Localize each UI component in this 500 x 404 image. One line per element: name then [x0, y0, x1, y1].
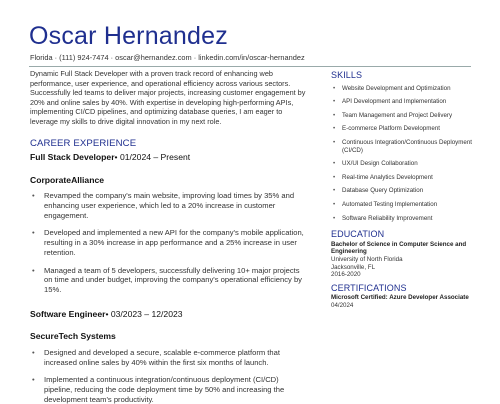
experience-heading: CAREER EXPERIENCE: [30, 137, 137, 149]
job-bullet: • Revamped the company's main website, improving load times by 35% and enhancing user experience, which led to a 20% increase in customer engagement.: [30, 191, 306, 220]
job-bullets: [30, 191, 306, 294]
skill-item: • Real-time Analytics Development: [331, 174, 476, 182]
header-divider: [29, 66, 471, 67]
job-role: Full Stack Developer: [30, 152, 115, 163]
job-entry: [30, 310, 306, 404]
contact-line: Florida · (111) 924-7474 · oscar@hernandez.com · linkedin.com/in/oscar-hernandez: [30, 53, 305, 62]
skills-heading: SKILLS: [331, 70, 363, 80]
skill-item: • UX/UI Design Collaboration: [331, 160, 476, 168]
skill-item: • Automated Testing Implementation: [331, 201, 476, 209]
education-degree: Bachelor of Science in Computer Science and Engineering: [331, 240, 467, 256]
skill-item: • E-commerce Platform Development: [331, 125, 476, 133]
job-bullets: [30, 348, 306, 404]
skill-item: • Website Development and Optimization: [331, 85, 476, 93]
skills-list: [331, 85, 476, 223]
candidate-name: Oscar Hernandez: [29, 22, 228, 50]
job-title-line: [30, 153, 306, 163]
job-dates: • 03/2023 – 12/2023: [105, 308, 183, 319]
job-bullet: • Implemented a continuous integration/continuous deployment (CI/CD) pipeline, reducing the code deployment time by 50% and increasing the development team's productivity.: [30, 375, 306, 404]
skill-item: • API Development and Implementation: [331, 98, 476, 106]
certification-name: Microsoft Certified: Azure Developer Associate: [331, 294, 469, 302]
skill-item: • Team Management and Project Delivery: [331, 112, 476, 120]
sidebar-column: [331, 68, 476, 309]
education-dates: 2016-2020: [331, 271, 361, 279]
job-entry: [30, 153, 306, 295]
education-location: Jacksonville, FL: [331, 263, 376, 271]
education-heading: EDUCATION: [331, 229, 385, 240]
skill-item: • Database Query Optimization: [331, 187, 476, 195]
education-school: University of North Florida: [331, 255, 403, 263]
certification-date: 04/2024: [331, 301, 354, 309]
job-bullet: • Developed and implemented a new API for the company's mobile application, resulting in a 30% increase in app performance and a 25% increase in user retention.: [30, 228, 306, 257]
job-company: CorporateAlliance: [30, 174, 105, 185]
job-dates: • 01/2024 – Present: [114, 152, 191, 163]
certifications-heading: CERTIFICATIONS: [331, 282, 407, 293]
main-column: [30, 68, 306, 404]
job-bullet: • Managed a team of 5 developers, successfully delivering 10+ major projects on time and under budget, improving the company's operational efficiency by 15%.: [30, 266, 306, 295]
job-bullet: • Designed and developed a secure, scalable e-commerce platform that increased online sales by 40% within the first six months of launch.: [30, 348, 306, 367]
job-company: SecureTech Systems: [30, 331, 116, 342]
job-role: Software Engineer: [30, 308, 106, 319]
job-title-line: [30, 310, 306, 320]
professional-summary: Dynamic Full Stack Developer with a proven track record of enhancing web performance, user experience, and operational efficiency across various sectors. Successfully led teams to deliver major projects, increasing customer engagement by 20% and online sales by 40%. With expertise in developing high-performing APIs, implementing CI/CD pipelines, and optimizing database queries, I am eager to leverage my skills to drive digital innovation in my next role.: [30, 69, 306, 126]
skill-item: • Continuous Integration/Continuous Deployment (CI/CD): [331, 139, 476, 154]
skill-item: • Software Reliability Improvement: [331, 215, 476, 223]
